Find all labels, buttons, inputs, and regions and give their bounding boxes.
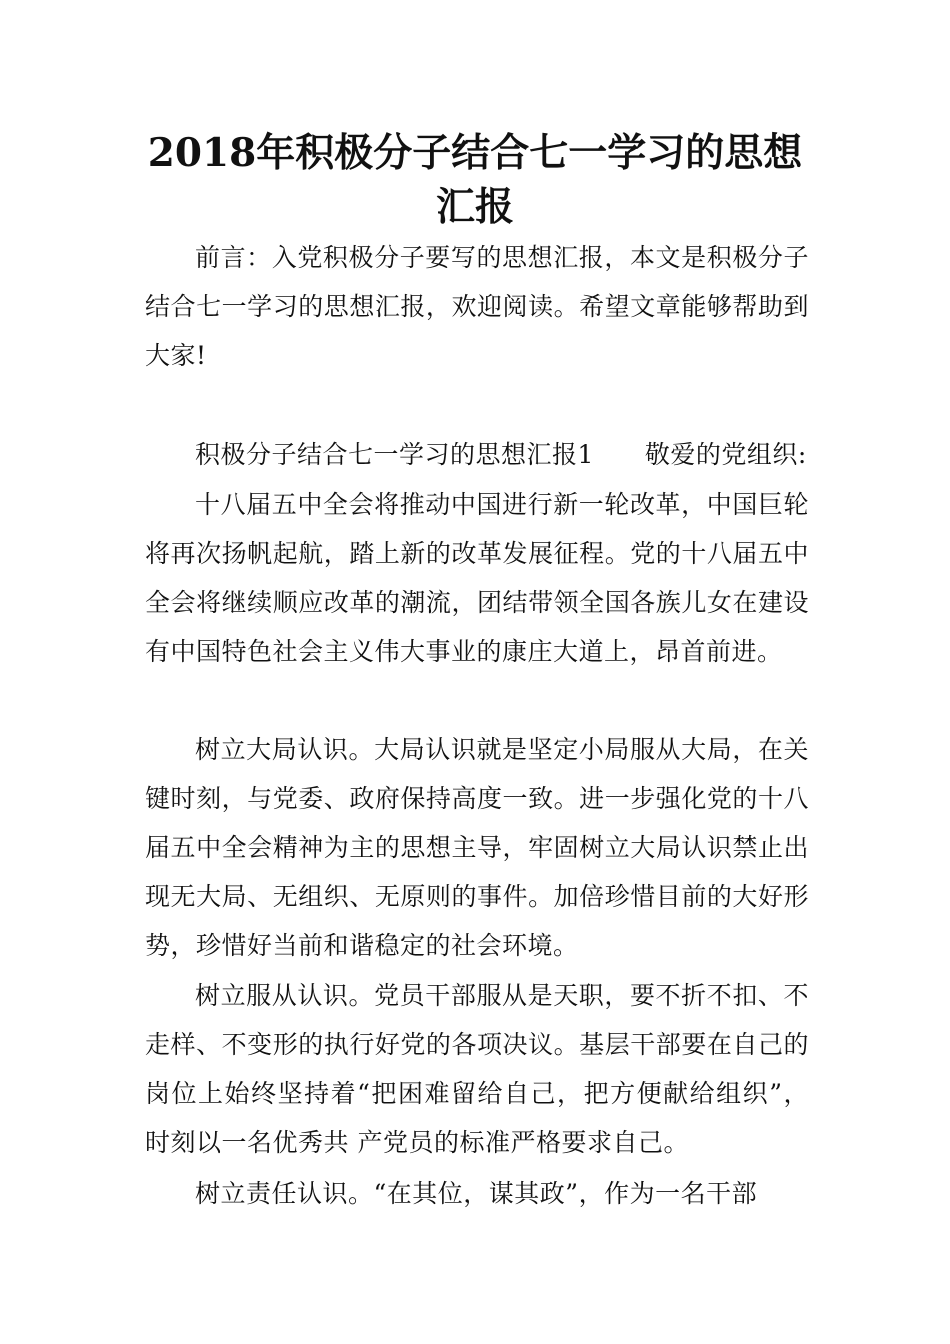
body-paragraph-4: 树立责任认识。“在其位，谋其政”，作为一名干部 [195, 1179, 758, 1208]
report-heading-line: 积极分子结合七一学习的思想汇报1 敬爱的党组织: [195, 440, 807, 469]
body-paragraph-2: 树立大局认识。大局认识就是坚定小局服从大局，在关键时刻，与党委、政府保持高度一致。进一步强化党的十八届五中全会精神为主的思想主导，牢固树立大局认识禁止出现无大局、无组织、无原则的事件。加倍珍惜目前的大好形势，珍惜好当前和谐稳定的社会环境。 [145, 735, 809, 960]
document-title: 2018年积极分子结合七一学习的思想汇报 [147, 130, 803, 230]
preface-paragraph: 前言：入党积极分子要写的思想汇报，本文是积极分子结合七一学习的思想汇报，欢迎阅读。希望文章能够帮助到大家! [145, 243, 809, 370]
body-paragraph-3: 树立服从认识。党员干部服从是天职，要不折不扣、不走样、不变形的执行好党的各项决议。基层干部要在自己的岗位上始终坚持着“把困难留给自己，把方便献给组织”，时刻以一名优秀共 产党员的标准严格要求自己。 [145, 981, 809, 1157]
body-paragraph-1: 十八届五中全会将推动中国进行新一轮改革，中国巨轮将再次扬帆起航，踏上新的改革发展征程。党的十八届五中全会将继续顺应改革的潮流，团结带领全国各族儿女在建设有中国特色社会主义伟大事业的康庄大道上，昂首前进。 [145, 490, 809, 666]
